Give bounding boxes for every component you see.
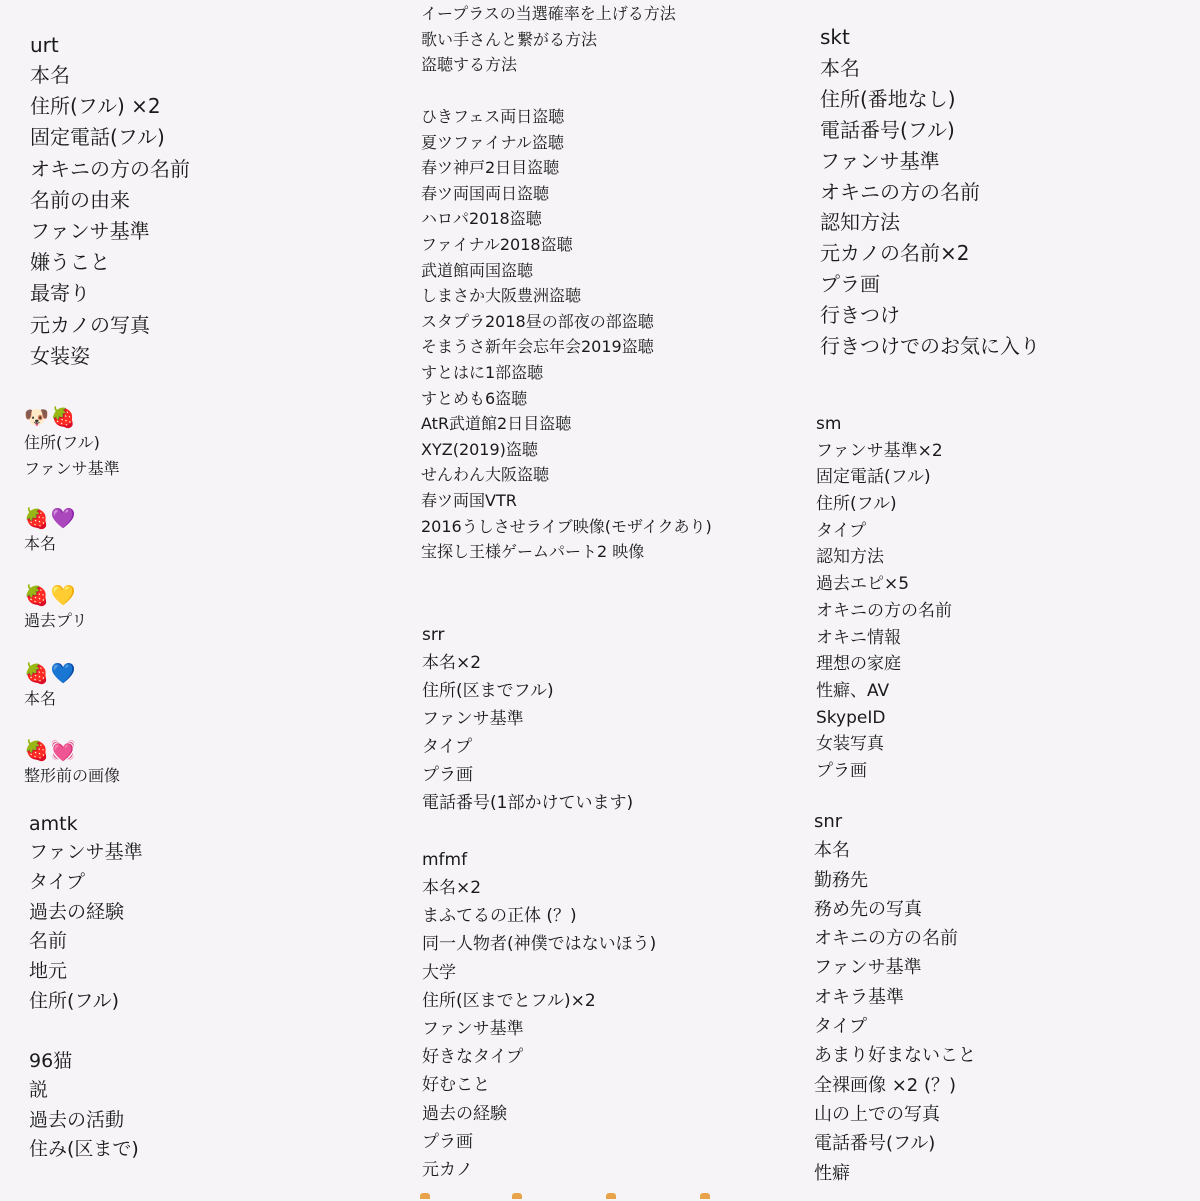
purple-heart-icon: 💜 — [50, 506, 76, 530]
section-title: skt — [820, 25, 850, 49]
list-item: オキニ情報 — [816, 627, 901, 648]
list-item: スタプラ2018昼の部夜の部盗聴 — [421, 311, 654, 331]
section-title: mfmf — [422, 850, 468, 870]
list-item: ファンサ基準 — [24, 458, 120, 478]
list-item: オキニの方の名前 — [816, 600, 952, 621]
item-list — [422, 649, 633, 818]
list-item: 住所(フル) — [24, 433, 100, 452]
list-item: オキニの方の名前 — [814, 928, 958, 950]
list-item: 本名 — [24, 689, 57, 708]
list-item: 理想の家庭 — [816, 654, 901, 675]
list-item: 過去プリ — [24, 611, 88, 630]
section-sm — [816, 411, 952, 785]
item-list — [29, 838, 143, 1017]
strawberry-icon: 🍓 — [24, 583, 49, 607]
section-title: amtk — [29, 813, 78, 835]
list-item: 固定電話(フル) — [816, 467, 931, 488]
list-item: オキラ基準 — [814, 986, 904, 1008]
list-item: まふてるの正体 (？) — [422, 906, 577, 927]
list-item: 本名 — [30, 63, 70, 87]
list-item: 行きつけでのお気に入り — [820, 334, 1040, 359]
blue-heart-icon: 💙 — [50, 661, 76, 685]
list-item: 住所(フル) — [29, 989, 120, 1012]
list-item: しまさか大阪豊洲盗聴 — [421, 286, 582, 306]
item-list — [422, 874, 656, 1184]
list-item: 性癖 — [814, 1162, 850, 1184]
emoji-group — [24, 582, 87, 634]
list-item: タイプ — [422, 737, 473, 758]
section-96neko — [29, 1046, 139, 1165]
list-item: 好むこと — [422, 1075, 490, 1096]
list-item: 電話番号(フル) — [814, 1133, 936, 1155]
list-item: 盗聴する方法 — [421, 55, 518, 75]
list-item: 名前 — [29, 930, 68, 953]
list-item: そまうさ新年会忘年会2019盗聴 — [421, 337, 654, 357]
list-item: せんわん大阪盗聴 — [421, 465, 550, 485]
strawberry-icon: 🍓 — [24, 661, 49, 685]
emoji-row — [24, 404, 120, 430]
list-item: 住所(フル) — [816, 494, 897, 515]
list-item: 固定電話(フル) — [30, 125, 165, 150]
item-list — [29, 1076, 139, 1165]
list-item: オキニの方の名前 — [820, 179, 980, 204]
section-amtk — [29, 810, 143, 1017]
section-urt — [30, 30, 190, 372]
section-title: 96猫 — [29, 1050, 73, 1072]
item-list — [820, 53, 1040, 362]
item-list — [30, 60, 190, 372]
list-item: ひきフェス両日盗聴 — [421, 107, 565, 126]
recording-list — [421, 104, 712, 565]
list-item: 電話番号(1部かけています) — [422, 793, 634, 814]
list-item: 説 — [29, 1079, 49, 1101]
method-list — [421, 1, 676, 78]
emoji-group — [24, 505, 78, 557]
list-item: 好きなタイプ — [422, 1047, 524, 1068]
list-item: プラ画 — [820, 272, 880, 297]
list-item: 女装写真 — [816, 734, 884, 755]
list-item: 過去エピ×5 — [816, 574, 910, 595]
list-item: タイプ — [814, 1016, 868, 1038]
list-item: 元カノの写真 — [30, 312, 150, 337]
strawberry-icon: 🍓 — [24, 738, 49, 762]
list-item: 同一人物者(神僕ではないほう) — [422, 934, 657, 955]
list-item: ファンサ基準 — [422, 709, 524, 730]
emoji-row — [24, 737, 120, 763]
list-item: 住み(区まで) — [29, 1138, 139, 1160]
list-item: プラ画 — [816, 760, 867, 781]
list-item: 元カノの名前×2 — [820, 241, 970, 266]
list-item: 勤務先 — [814, 869, 868, 891]
list-item: プラ画 — [422, 1131, 473, 1152]
list-item: SkypeID — [816, 707, 886, 728]
list-item: 2016うしさせライブ映像(モザイクあり) — [421, 516, 712, 536]
section-title: sm — [816, 414, 842, 434]
section-srr — [422, 622, 633, 818]
pink-heart-icon: 💓 — [50, 738, 76, 762]
list-item: ファンサ基準 — [820, 148, 940, 173]
list-item: 認知方法 — [816, 547, 884, 568]
strawberry-icon: 🍓 — [24, 506, 49, 530]
list-item: 春ツ神戸2日目盗聴 — [421, 158, 560, 178]
list-item: ハロパ2018盗聴 — [421, 209, 542, 229]
emoji-row — [24, 660, 78, 686]
list-item: オキニの方の名前 — [30, 156, 190, 181]
list-item: 過去の活動 — [29, 1108, 125, 1131]
list-item: ファイナル2018盗聴 — [421, 234, 573, 254]
list-item: イープラスの当選確率を上げる方法 — [421, 4, 676, 23]
dog-face-icon: 🐶 — [24, 405, 49, 429]
list-item: 住所(区までフル) — [422, 681, 554, 702]
list-item: 行きつけ — [820, 303, 900, 328]
list-item: ファンサ基準 — [422, 1018, 524, 1039]
list-item: 性癖、AV — [816, 680, 890, 701]
section-skt — [820, 22, 1040, 362]
emoji-row — [24, 582, 87, 608]
list-item: ファンサ基準×2 — [816, 440, 943, 461]
list-item: 認知方法 — [820, 210, 900, 235]
list-item: 務め先の写真 — [814, 898, 922, 920]
list-item: 地元 — [29, 960, 68, 983]
section-title: urt — [30, 33, 59, 57]
list-item: 本名 — [24, 534, 57, 553]
list-item: 全裸画像 ×2 (？) — [814, 1074, 957, 1096]
emoji-group — [24, 737, 120, 789]
list-item: 住所(区までとフル)×2 — [422, 990, 596, 1011]
list-item: XYZ(2019)盗聴 — [421, 439, 538, 459]
list-item: すとめも6盗聴 — [421, 388, 528, 408]
list-item: 最寄り — [30, 281, 90, 306]
list-item: ファンサ基準 — [814, 957, 922, 979]
list-item: プラ画 — [422, 765, 473, 786]
list-item: 本名×2 — [422, 653, 482, 673]
list-item: 嫌うこと — [30, 250, 110, 275]
section-title: snr — [814, 811, 843, 832]
list-item: 過去の経験 — [422, 1103, 507, 1124]
list-item: ファンサ基準 — [29, 841, 143, 863]
list-item: あまり好まないこと — [814, 1045, 976, 1067]
list-item: 山の上での写真 — [814, 1103, 940, 1125]
strawberry-icon: 🍓 — [50, 405, 76, 429]
list-item: タイプ — [29, 870, 86, 893]
list-item: すとはに1部盗聴 — [421, 362, 544, 382]
list-item: 宝探し王様ゲームパート2 映像 — [421, 542, 645, 562]
item-list — [816, 438, 952, 785]
emoji-group — [24, 404, 120, 481]
list-item: 住所(番地なし) — [820, 86, 956, 111]
list-item: 歌い手さんと繋がる方法 — [421, 29, 598, 49]
list-item: AtR武道館2日目盗聴 — [421, 414, 572, 434]
yellow-heart-icon: 💛 — [50, 583, 76, 607]
list-item: 春ツ両国両日盗聴 — [421, 183, 550, 203]
emoji-row — [24, 505, 78, 531]
list-item: 整形前の画像 — [24, 766, 121, 785]
section-mfmf — [422, 847, 656, 1184]
list-item: 過去の経験 — [29, 900, 125, 923]
list-item: 武道館両国盗聴 — [421, 260, 534, 280]
list-item: 夏ツファイナル盗聴 — [421, 132, 564, 152]
section-title: srr — [422, 625, 445, 645]
list-item: 電話番号(フル) — [820, 117, 955, 142]
list-item: 住所(フル) ×2 — [30, 94, 161, 119]
list-item: 名前の由来 — [30, 187, 130, 212]
list-item: 女装姿 — [30, 343, 90, 368]
section-snr — [814, 807, 976, 1188]
emoji-group — [24, 660, 78, 712]
list-item: 大学 — [422, 962, 456, 983]
list-item: 本名 — [814, 840, 850, 862]
list-item: 元カノ — [422, 1159, 473, 1180]
list-item: 春ツ両国VTR — [421, 490, 517, 510]
item-list — [814, 836, 976, 1188]
list-item: タイプ — [816, 520, 867, 541]
list-item: 本名 — [820, 56, 860, 80]
list-item: ファンサ基準 — [30, 218, 150, 243]
list-item: 本名×2 — [422, 878, 482, 898]
